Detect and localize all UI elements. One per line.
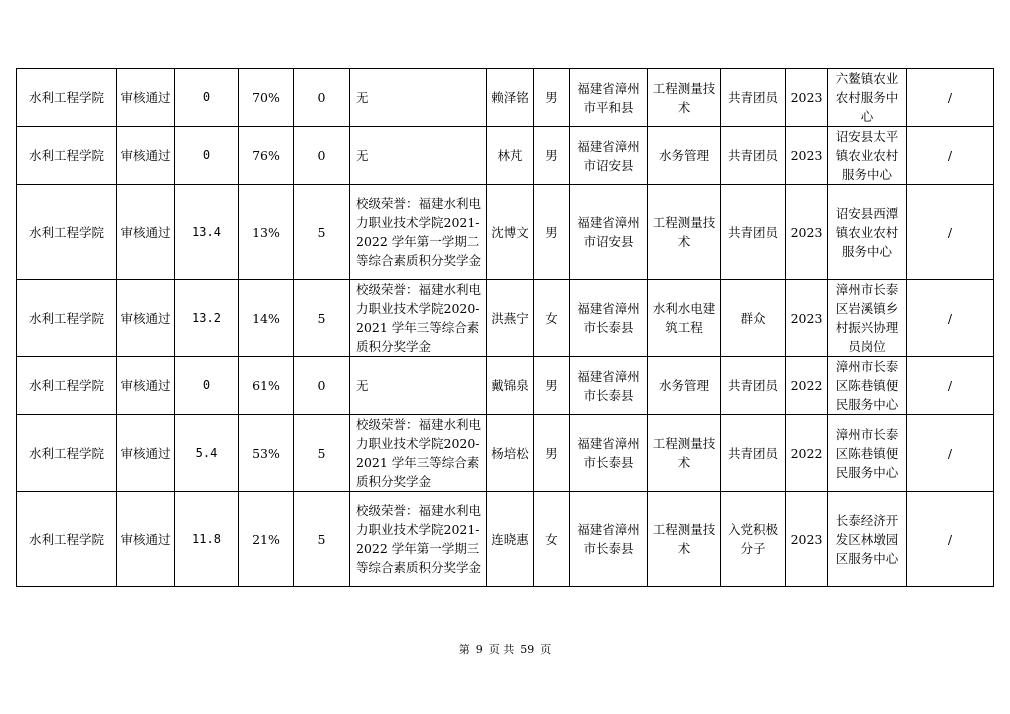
cell-honors: 校级荣誉：福建水利电力职业技术学院2020-2021 学年三等综合素质积分奖学金 xyxy=(350,415,487,492)
cell-gender: 男 xyxy=(534,127,570,185)
cell-honors: 校级荣誉：福建水利电力职业技术学院2021-2022 学年第一学期二等综合素质积分奖学金 xyxy=(350,185,487,280)
cell-rank: 13% xyxy=(239,185,294,280)
page-suffix: 页 xyxy=(540,643,552,656)
cell-gender: 女 xyxy=(534,280,570,357)
cell-remark: / xyxy=(907,492,994,587)
cell-year: 2023 xyxy=(786,69,828,127)
cell-college: 水利工程学院 xyxy=(17,357,117,415)
cell-major: 水利水电建筑工程 xyxy=(648,280,721,357)
cell-score: 0 xyxy=(175,69,239,127)
cell-major: 工程测量技术 xyxy=(648,185,721,280)
cell-honors: 无 xyxy=(350,357,487,415)
page-total: 59 xyxy=(520,643,535,656)
table-row xyxy=(17,69,994,127)
cell-year: 2022 xyxy=(786,415,828,492)
cell-year: 2022 xyxy=(786,357,828,415)
cell-origin: 福建省漳州市长泰县 xyxy=(570,280,648,357)
cell-college: 水利工程学院 xyxy=(17,415,117,492)
cell-status: 审核通过 xyxy=(117,185,175,280)
page-footer xyxy=(0,641,1010,657)
cell-name: 林芃 xyxy=(487,127,534,185)
page-mid: 页 共 xyxy=(488,643,515,656)
cell-status: 审核通过 xyxy=(117,492,175,587)
cell-college: 水利工程学院 xyxy=(17,127,117,185)
cell-status: 审核通过 xyxy=(117,280,175,357)
cell-status: 审核通过 xyxy=(117,69,175,127)
cell-major: 工程测量技术 xyxy=(648,492,721,587)
table-row xyxy=(17,492,994,587)
cell-score: 0 xyxy=(175,357,239,415)
cell-origin: 福建省漳州市长泰县 xyxy=(570,492,648,587)
cell-major: 水务管理 xyxy=(648,357,721,415)
cell-college: 水利工程学院 xyxy=(17,492,117,587)
cell-unit: 漳州市长泰区岩溪镇乡村振兴协理员岗位 xyxy=(828,280,907,357)
cell-origin: 福建省漳州市长泰县 xyxy=(570,357,648,415)
cell-rank: 21% xyxy=(239,492,294,587)
cell-remark: / xyxy=(907,127,994,185)
cell-remark: / xyxy=(907,185,994,280)
cell-political: 共青团员 xyxy=(721,69,786,127)
cell-points: 0 xyxy=(294,69,350,127)
cell-college: 水利工程学院 xyxy=(17,280,117,357)
cell-score: 11.8 xyxy=(175,492,239,587)
table-row xyxy=(17,185,994,280)
cell-origin: 福建省漳州市长泰县 xyxy=(570,415,648,492)
cell-year: 2023 xyxy=(786,127,828,185)
cell-origin: 福建省漳州市诏安县 xyxy=(570,185,648,280)
cell-origin: 福建省漳州市平和县 xyxy=(570,69,648,127)
cell-origin: 福建省漳州市诏安县 xyxy=(570,127,648,185)
cell-honors: 无 xyxy=(350,69,487,127)
cell-status: 审核通过 xyxy=(117,357,175,415)
table-row xyxy=(17,127,994,185)
cell-year: 2023 xyxy=(786,280,828,357)
page-prefix: 第 xyxy=(458,643,470,656)
cell-points: 5 xyxy=(294,185,350,280)
cell-points: 5 xyxy=(294,492,350,587)
cell-remark: / xyxy=(907,69,994,127)
cell-points: 0 xyxy=(294,127,350,185)
cell-name: 赖泽铭 xyxy=(487,69,534,127)
cell-gender: 男 xyxy=(534,415,570,492)
cell-political: 共青团员 xyxy=(721,415,786,492)
cell-rank: 61% xyxy=(239,357,294,415)
records-table xyxy=(16,68,994,587)
page-current: 9 xyxy=(475,643,483,656)
cell-name: 连晓惠 xyxy=(487,492,534,587)
cell-political: 入党积极分子 xyxy=(721,492,786,587)
cell-name: 沈博文 xyxy=(487,185,534,280)
cell-honors: 校级荣誉：福建水利电力职业技术学院2020-2021 学年三等综合素质积分奖学金 xyxy=(350,280,487,357)
cell-score: 13.2 xyxy=(175,280,239,357)
cell-unit: 长泰经济开发区林墩园区服务中心 xyxy=(828,492,907,587)
cell-unit: 诏安县太平镇农业农村服务中心 xyxy=(828,127,907,185)
cell-gender: 男 xyxy=(534,69,570,127)
cell-score: 0 xyxy=(175,127,239,185)
cell-remark: / xyxy=(907,280,994,357)
cell-remark: / xyxy=(907,357,994,415)
cell-score: 13.4 xyxy=(175,185,239,280)
cell-year: 2023 xyxy=(786,185,828,280)
cell-name: 洪燕宁 xyxy=(487,280,534,357)
cell-unit: 漳州市长泰区陈巷镇便民服务中心 xyxy=(828,415,907,492)
cell-remark: / xyxy=(907,415,994,492)
cell-honors: 无 xyxy=(350,127,487,185)
cell-gender: 男 xyxy=(534,185,570,280)
cell-major: 工程测量技术 xyxy=(648,415,721,492)
cell-year: 2023 xyxy=(786,492,828,587)
cell-status: 审核通过 xyxy=(117,127,175,185)
cell-points: 5 xyxy=(294,415,350,492)
cell-college: 水利工程学院 xyxy=(17,69,117,127)
cell-political: 群众 xyxy=(721,280,786,357)
cell-rank: 14% xyxy=(239,280,294,357)
cell-unit: 诏安县西潭镇农业农村服务中心 xyxy=(828,185,907,280)
cell-rank: 53% xyxy=(239,415,294,492)
table-row xyxy=(17,280,994,357)
table-row xyxy=(17,415,994,492)
cell-gender: 男 xyxy=(534,357,570,415)
cell-score: 5.4 xyxy=(175,415,239,492)
cell-political: 共青团员 xyxy=(721,357,786,415)
cell-college: 水利工程学院 xyxy=(17,185,117,280)
cell-unit: 六鳌镇农业农村服务中心 xyxy=(828,69,907,127)
cell-points: 0 xyxy=(294,357,350,415)
cell-major: 工程测量技术 xyxy=(648,69,721,127)
cell-major: 水务管理 xyxy=(648,127,721,185)
table-row xyxy=(17,357,994,415)
cell-gender: 女 xyxy=(534,492,570,587)
cell-status: 审核通过 xyxy=(117,415,175,492)
cell-rank: 70% xyxy=(239,69,294,127)
cell-rank: 76% xyxy=(239,127,294,185)
cell-unit: 漳州市长泰区陈巷镇便民服务中心 xyxy=(828,357,907,415)
cell-political: 共青团员 xyxy=(721,185,786,280)
cell-name: 杨培松 xyxy=(487,415,534,492)
cell-points: 5 xyxy=(294,280,350,357)
cell-political: 共青团员 xyxy=(721,127,786,185)
cell-honors: 校级荣誉：福建水利电力职业技术学院2021-2022 学年第一学期三等综合素质积分奖学金 xyxy=(350,492,487,587)
table-body xyxy=(17,69,994,587)
cell-name: 戴锦泉 xyxy=(487,357,534,415)
